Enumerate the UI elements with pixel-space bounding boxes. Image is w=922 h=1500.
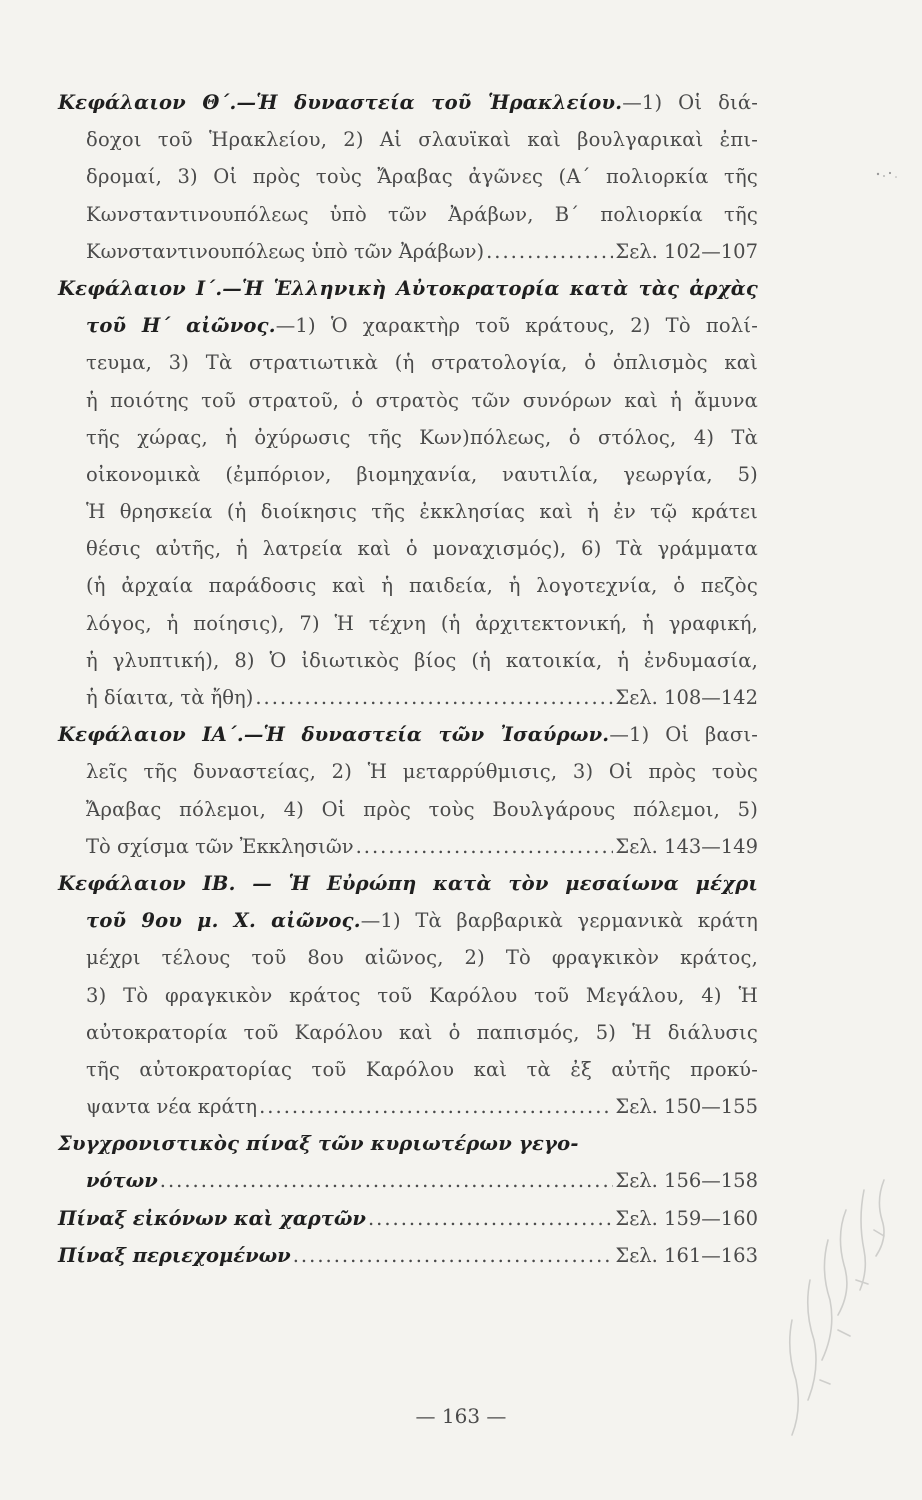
toc-line: λεῖς τῆς δυναστείας, 2) Ἡ μεταρρύθμισις, 3) Οἱ πρὸς τοὺς [86, 760, 758, 784]
pencil-annotation-handwriting [764, 1170, 914, 1470]
toc-line [58, 84, 758, 121]
toc-leader-line [58, 233, 758, 270]
toc-line [58, 865, 758, 902]
section-heading: Πίναξ περιεχομένων [58, 1243, 291, 1267]
toc-leader-line [58, 1200, 758, 1237]
toc-line-text: ψαντα νέα κράτη [86, 1095, 258, 1119]
toc-line: τῆς αὐτοκρατορίας τοῦ Καρόλου καὶ τὰ ἐξ αὐτῆς προκύ- [86, 1057, 758, 1081]
toc-line [58, 902, 758, 939]
dot-leader [259, 1088, 613, 1125]
section-heading: Συγχρονιστικὸς πίναξ τῶν κυριωτέρων γεγο- [58, 1132, 579, 1156]
page-range: Σελ. 108—142 [615, 686, 758, 709]
toc-line: δοχοι τοῦ Ἡρακλείου, 2) Αἱ σλαυϊκαὶ καὶ βουλγαρικαὶ ἐπι- [86, 128, 758, 152]
toc-line: τῆς χώρας, ἡ ὀχύρωσις τῆς Κων)πόλεως, ὁ στόλος, 4) Τὰ [86, 425, 758, 449]
toc-line: λόγος, ἡ ποίησις), 7) Ἡ τέχνη (ἡ ἀρχιτεκτονική, ἡ γραφική, [86, 611, 758, 635]
section-heading: νότων [86, 1169, 158, 1193]
chapter-text: —1) Οἱ διά- [622, 91, 759, 114]
dot-leader [368, 1200, 613, 1237]
section-heading: Πίναξ εἰκόνων καὶ χαρτῶν [58, 1206, 366, 1230]
page-range: Σελ. 102—107 [615, 239, 758, 263]
toc-leader-line [58, 1088, 758, 1125]
toc-line: 3) Τὸ φραγκικὸν κράτος τοῦ Καρόλου τοῦ Μεγάλου, 4) Ἡ [86, 983, 758, 1007]
chapter-heading: Κεφάλαιον Ι΄.—Ἡ Ἑλληνικὴ Αὐτοκρατορία κατὰ τὰς ἀρχὰς [58, 276, 758, 300]
chapter-text: —1) Ὁ χαρακτὴρ τοῦ κράτους, 2) Τὸ πολί- [275, 314, 758, 338]
page-range: Σελ. 150—155 [615, 1095, 758, 1119]
toc-leader-line [58, 1162, 758, 1199]
toc-line: δρομαί, 3) Οἱ πρὸς τοὺς Ἄραβας ἀγῶνες (Α΄ πολιορκία τῆς [86, 165, 758, 189]
toc-line [58, 716, 758, 753]
toc-line: ἡ γλυπτική), 8) Ὁ ἰδιωτικὸς βίος (ἡ κατοικία, ἡ ἐνδυμασία, [86, 648, 758, 672]
toc-line-text: Κωνσταντινουπόλεως ὑπὸ τῶν Ἀράβων) [86, 239, 485, 263]
dot-leader [255, 679, 613, 716]
toc-line [58, 307, 758, 344]
toc-line: (ἡ ἀρχαία παράδοσις καὶ ἡ παιδεία, ἡ λογοτεχνία, ὁ πεζὸς [86, 574, 758, 598]
toc-line: Ἡ θρησκεία (ἡ διοίκησις τῆς ἐκκλησίας καὶ ἡ ἐν τῷ κράτει [86, 500, 758, 524]
dot-leader [486, 233, 613, 270]
toc-line-text: Τὸ σχίσμα τῶν Ἐκκλησιῶν [86, 834, 354, 858]
page-range: Σελ. 159—160 [615, 1206, 758, 1230]
page-range: Σελ. 143—149 [615, 834, 758, 858]
chapter-heading: τοῦ Η΄ αἰῶνος. [86, 314, 276, 338]
toc-line [58, 270, 758, 307]
dot-leader [293, 1237, 614, 1274]
chapter-heading: Κεφάλαιον ΙΑ΄.—Ἡ δυναστεία τῶν Ἰσαύρων. [58, 723, 610, 747]
toc-line: μέχρι τέλους τοῦ 8ου αἰῶνος, 2) Τὸ φραγκικὸν κράτος, [86, 946, 758, 970]
page-range: Σελ. 156—158 [615, 1169, 758, 1193]
toc-line: Ἄραβας πόλεμοι, 4) Οἱ πρὸς τοὺς Βουλγάρους πόλεμοι, 5) [86, 797, 758, 821]
toc-line: αὐτοκρατορία τοῦ Καρόλου καὶ ὁ παπισμός, 5) Ἡ διάλυσις [86, 1020, 758, 1044]
toc-line: Κωνσταντινουπόλεως ὑπὸ τῶν Ἀράβων, Β΄ πολιορκία τῆς [86, 202, 758, 226]
toc-leader-line [58, 1237, 758, 1274]
chapter-text: —1) Τὰ βαρβαρικὰ γερμανικὰ κράτη [360, 909, 758, 933]
toc-entry-chapter-11 [58, 716, 758, 865]
toc-leader-line [58, 828, 758, 865]
toc-entry-chapter-10 [58, 270, 758, 716]
toc-line [58, 1125, 758, 1162]
dot-leader [356, 828, 614, 865]
chapter-text: —1) Οἱ βασι- [609, 723, 758, 747]
toc-line: τευμα, 3) Τὰ στρατιωτικὰ (ἡ στρατολογία, ὁ ὁπλισμὸς καὶ [86, 351, 758, 375]
toc-line: θέσις αὐτῆς, ἡ λατρεία καὶ ὁ μοναχισμός), 6) Τὰ γράμματα [86, 537, 758, 561]
chapter-heading: Κεφάλαιον ΙΒ. — Ἡ Εὐρώπη κατὰ τὸν μεσαίωνα μέχρι [58, 871, 758, 895]
dot-leader [160, 1162, 614, 1199]
toc-line: ἡ ποιότης τοῦ στρατοῦ, ὁ στρατὸς τῶν συνόρων καὶ ἡ ἄμυνα [86, 388, 758, 412]
page-number: — 163 — [415, 1404, 507, 1428]
paper-specks [870, 160, 910, 200]
chapter-heading: τοῦ 9ου μ. Χ. αἰῶνος. [86, 909, 361, 933]
page-range: Σελ. 161—163 [615, 1243, 758, 1267]
toc-line-text: ἡ δίαιτα, τὰ ἤθη) [86, 686, 254, 709]
table-of-contents [58, 84, 758, 1274]
toc-entry-contents [58, 1237, 758, 1274]
toc-entry-chapter-12 [58, 865, 758, 1125]
toc-leader-line [58, 679, 758, 716]
toc-entry-chapter-9 [58, 84, 758, 270]
toc-entry-chronology [58, 1125, 758, 1199]
toc-entry-figures [58, 1200, 758, 1237]
toc-line: οἰκονομικὰ (ἐμπόριον, βιομηχανία, ναυτιλία, γεωργία, 5) [86, 462, 758, 486]
chapter-heading: Κεφάλαιον Θ΄.—Ἡ δυναστεία τοῦ Ἡρακλείου. [58, 91, 623, 114]
